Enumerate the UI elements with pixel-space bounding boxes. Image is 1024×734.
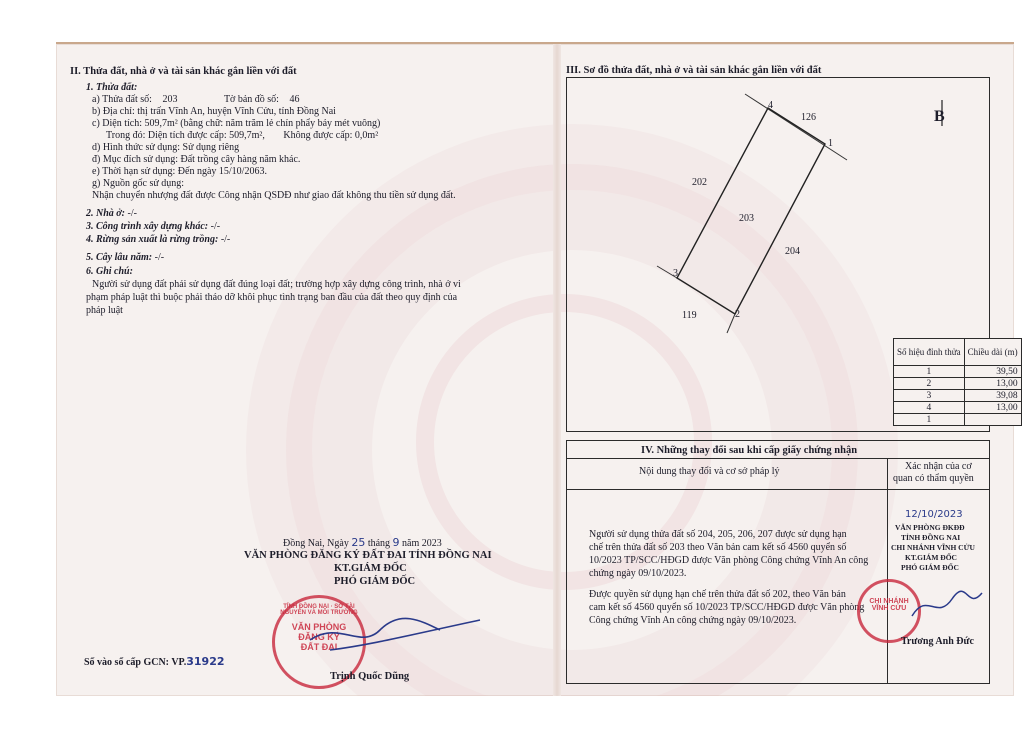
- signer-name: Trịnh Quốc Dũng: [330, 671, 410, 682]
- page-fold: [553, 44, 561, 696]
- forest-line: [86, 234, 230, 246]
- neighbor-119: 119: [682, 310, 697, 321]
- confirmation-signer: Trương Anh Đức: [901, 636, 974, 647]
- usage-origin-text: Nhận chuyển nhượng đất được Công nhận QSDĐ như giao đất không thu tiền sử dụng đất.: [92, 190, 456, 201]
- section-iv-title: IV. Những thay đổi sau khi cấp giấy chứng nhận: [641, 445, 858, 456]
- usage-origin-label: g) Nguồn gốc sử dụng:: [92, 178, 185, 189]
- table-cell: 1: [894, 414, 965, 426]
- change-1-line-1: Người sử dụng thửa đất số 204, 205, 206, 207 được sử dụng hạn: [589, 529, 847, 540]
- signature-right: [907, 581, 987, 631]
- neighbor-204: 204: [785, 246, 800, 257]
- conf-office: VĂN PHÒNG ĐKĐĐ: [895, 523, 965, 532]
- area-not-granted: Không được cấp: 0,0m²: [283, 130, 379, 141]
- vertex-label-3: 3: [673, 268, 678, 279]
- registration-value: 31922: [186, 655, 225, 668]
- address-line: b) Địa chỉ: thị trấn Vĩnh An, huyện Vĩnh Cửu, tỉnh Đồng Nai: [92, 106, 336, 117]
- neighbor-202: 202: [692, 177, 707, 188]
- issue-year: năm 2023: [402, 538, 442, 549]
- note-line-3: pháp luật: [86, 305, 123, 316]
- change-1-line-4: chứng ngày 09/10/2023.: [589, 568, 687, 579]
- vertex-label-1: 1: [828, 138, 833, 149]
- conf-branch: CHI NHÁNH VĨNH CỬU: [891, 543, 975, 552]
- parcel-number-value: 203: [162, 94, 178, 105]
- office-seal-mid: ĐĂNG KÝ: [298, 632, 340, 642]
- office-seal-ring: TỈNH ĐỒNG NAI · SỞ TÀI NGUYÊN VÀ MÔI TRƯỜNG: [280, 604, 358, 616]
- change-1-line-2: chế trên thửa đất số 203 theo Văn bản cam kết số 4560 quyển số: [589, 542, 847, 553]
- signature-left: [290, 600, 490, 680]
- change-2-line-3: Công chứng Vĩnh An công chứng ngày 09/10/2023.: [589, 615, 797, 626]
- other-structures-line: [86, 221, 220, 233]
- edge-length-table: [893, 338, 1022, 426]
- col-confirm-header-2: quan có thẩm quyền: [893, 473, 974, 484]
- table-cell: 3: [894, 390, 965, 402]
- branch-seal-bot: VĨNH CỬU: [871, 605, 907, 612]
- office-seal-bot: ĐẤT ĐAI: [300, 642, 338, 652]
- deputy-director: PHÓ GIÁM ĐỐC: [334, 576, 416, 587]
- forest-value: -/-: [220, 234, 231, 245]
- issue-date-prefix: Đồng Nai, Ngày: [283, 538, 349, 549]
- map-sheet-label: Tờ bản đồ số:: [223, 94, 279, 105]
- issue-day: 25: [351, 536, 366, 549]
- vertex-label-4: 4: [768, 100, 773, 111]
- change-1-line-3: 10/2023 TP/SCC/HĐGD được Văn phòng Công chứng Vĩnh An công: [589, 555, 869, 566]
- change-2-line-1: Được quyền sử dụng hạn chế trên thửa đất số 202, theo Văn bản: [589, 589, 846, 600]
- table-cell: 1: [894, 366, 965, 378]
- other-structures-value: -/-: [210, 221, 221, 232]
- kt-director: KT.GIÁM ĐỐC: [334, 563, 407, 574]
- branch-seal-top: CHI NHÁNH: [869, 598, 909, 605]
- table-header-length: Chiều dài (m): [964, 339, 1021, 366]
- changes-panel: [566, 440, 990, 684]
- registration-label: Số vào sổ cấp GCN: VP.: [84, 657, 187, 668]
- table-cell: 13,00: [964, 378, 1021, 390]
- col-content-header: Nội dung thay đổi và cơ sở pháp lý: [639, 466, 780, 477]
- col-confirm-header-1: Xác nhận của cơ: [905, 461, 972, 472]
- usage-form: d) Hình thức sử dụng: Sử dụng riêng: [92, 142, 240, 153]
- table-cell: 39,08: [964, 390, 1021, 402]
- table-header-vertex: Số hiệu đỉnh thửa: [894, 339, 965, 366]
- area-line: c) Diện tích: 509,7m² (bằng chữ: năm trăm lẻ chín phẩy bảy mét vuông): [92, 118, 381, 129]
- conf-deputy: PHÓ GIÁM ĐỐC: [901, 563, 959, 572]
- issue-month: 9: [392, 536, 400, 549]
- item-land-parcel: 1. Thửa đất:: [86, 82, 138, 93]
- notes-label: 6. Ghi chú:: [86, 266, 133, 277]
- conf-kt: KT.GIÁM ĐỐC: [905, 553, 957, 562]
- table-cell: 13,00: [964, 402, 1021, 414]
- house-line: [86, 208, 137, 220]
- neighbor-126: 126: [801, 112, 816, 123]
- usage-purpose: đ) Mục đích sử dụng: Đất trồng cây hàng năm khác.: [92, 154, 301, 165]
- note-line-2: phạm pháp luật thì buộc phải tháo dỡ khôi phục tình trạng ban đầu của đất theo quy định của: [86, 292, 458, 303]
- house-label: 2. Nhà ở:: [86, 208, 125, 219]
- issuing-office: VĂN PHÒNG ĐĂNG KÝ ĐẤT ĐAI TỈNH ĐỒNG NAI: [244, 550, 492, 561]
- note-line-1: Người sử dụng đất phải sử dụng đất đúng loại đất; trường hợp xây dựng công trình, nhà ở vi: [92, 279, 461, 290]
- house-value: -/-: [127, 208, 137, 219]
- area-detail-line: [106, 130, 378, 142]
- change-2-line-2: cam kết số 4560 quyển số 10/2023 TP/SCC/HĐGD được Văn phòng: [589, 602, 865, 613]
- map-sheet-value: 46: [289, 94, 300, 105]
- table-cell: [964, 414, 1021, 426]
- other-structures-label: 3. Công trình xây dựng khác:: [86, 221, 209, 232]
- office-seal-top: VĂN PHÒNG: [291, 622, 347, 632]
- issue-date: [283, 537, 442, 550]
- registration-number: [84, 656, 225, 669]
- area-granted: Trong đó: Diện tích được cấp: 509,7m²,: [106, 130, 265, 141]
- issue-date-month-label: tháng: [367, 538, 391, 549]
- section-ii-title: II. Thửa đất, nhà ở và tài sản khác gắn liền với đất: [70, 66, 297, 77]
- confirmation-date: 12/10/2023: [905, 509, 963, 520]
- section-iii-title: III. Sơ đồ thửa đất, nhà ở và tài sản khác gắn liền với đất: [566, 65, 822, 76]
- perennial-line: [86, 252, 164, 264]
- parcel-number-label: a) Thửa đất số:: [92, 94, 152, 105]
- vertex-label-2: 2: [735, 309, 740, 320]
- table-cell: 2: [894, 378, 965, 390]
- parcel-diagram-panel: [566, 77, 1018, 432]
- north-arrow: B: [934, 108, 945, 125]
- perennial-value: -/-: [154, 252, 165, 263]
- perennial-label: 5. Cây lâu năm:: [86, 252, 153, 263]
- conf-province: TỈNH ĐỒNG NAI: [901, 533, 961, 542]
- table-cell: 4: [894, 402, 965, 414]
- forest-label: 4. Rừng sản xuất là rừng trồng:: [86, 234, 219, 245]
- parcel-number: [92, 94, 299, 106]
- table-cell: 39,50: [964, 366, 1021, 378]
- usage-term: e) Thời hạn sử dụng: Đến ngày 15/10/2063.: [92, 166, 267, 177]
- parcel-203-label: 203: [739, 213, 754, 224]
